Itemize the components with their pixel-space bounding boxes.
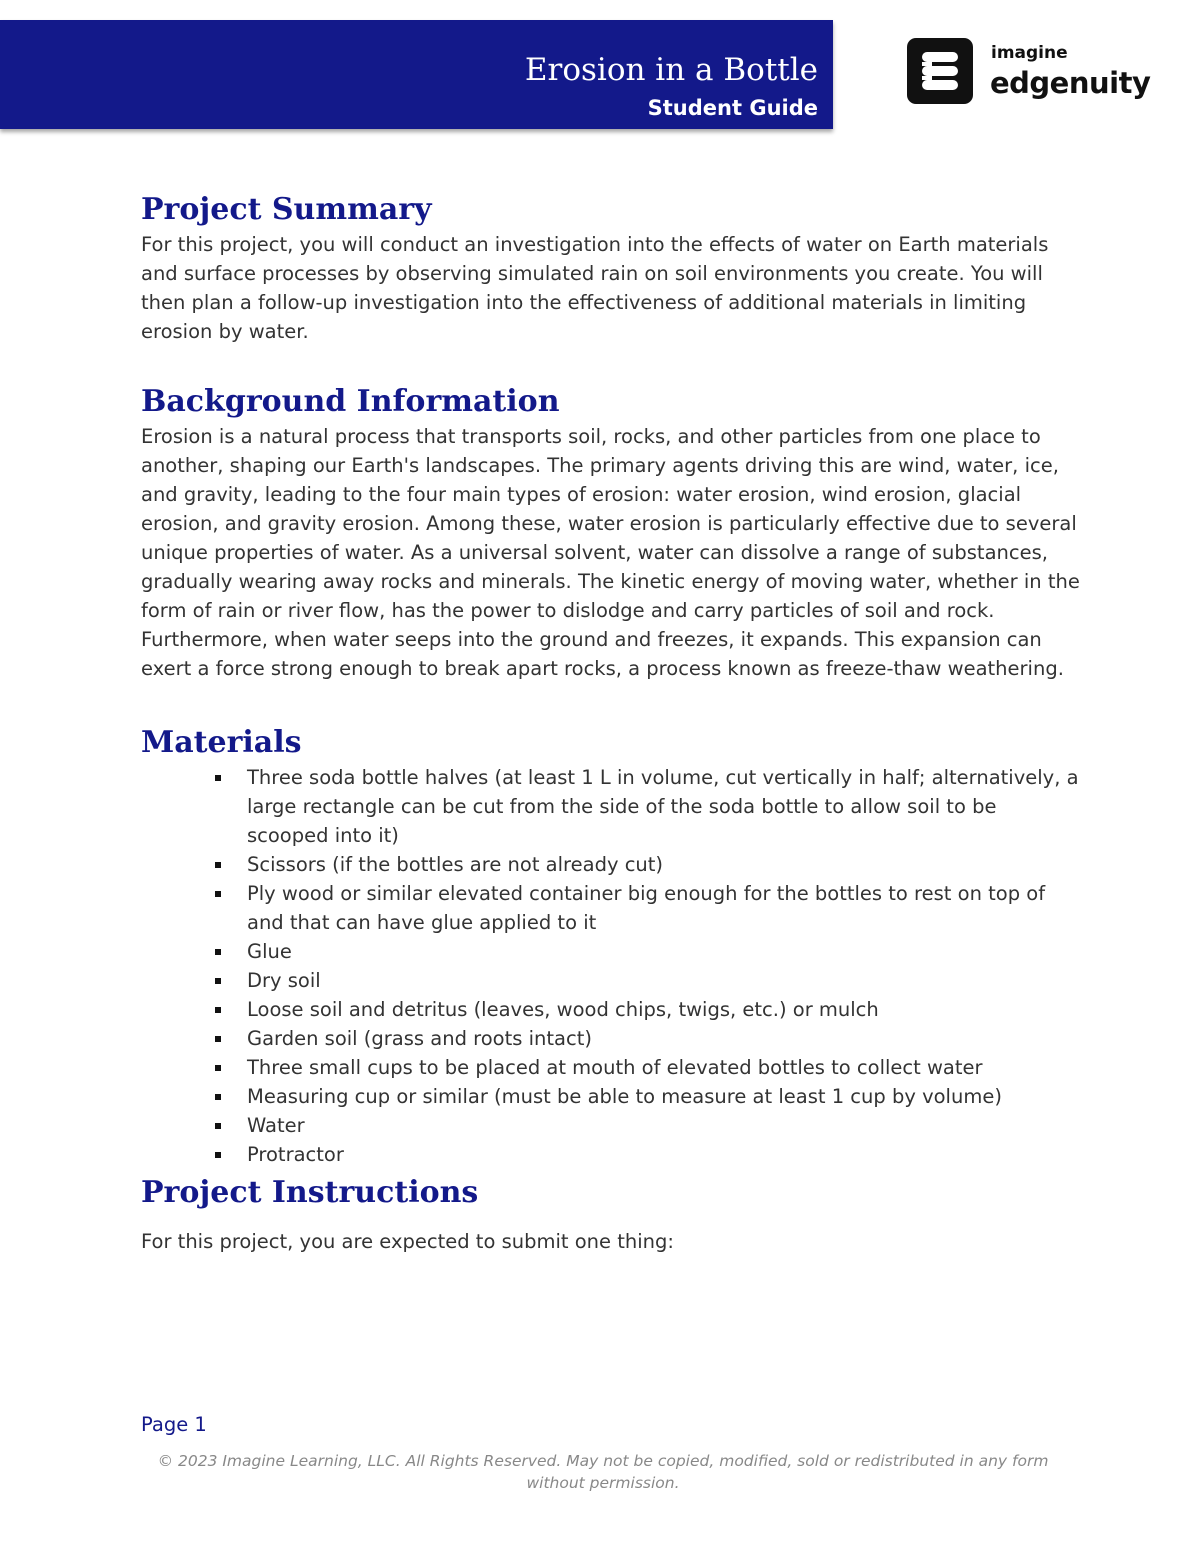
logo-text-edgenuity: edgenuity [990,66,1151,100]
copyright-notice: © 2023 Imagine Learning, LLC. All Rights Reserved. May not be copied, modified, sold or redistributed in any form without permission. [157,1452,1049,1492]
bullet-icon [215,775,221,781]
list-item-text: Measuring cup or similar (must be able to measure at least 1 cup by volume) [247,1085,1002,1108]
list-item [247,1082,1081,1111]
list-item-text: Three soda bottle halves (at least 1 L in volume, cut vertically in half; alternatively, a large rectangle can be cut from the side of the soda bottle to allow soil to be scooped into it) [247,766,1079,847]
list-item [247,937,1081,966]
list-item-text: Water [247,1114,305,1137]
bullet-icon [215,1123,221,1129]
instructions-heading: Project Instructions [141,1175,479,1210]
materials-section [141,723,1081,1169]
list-item [247,879,1081,937]
bullet-icon [215,1065,221,1071]
list-item [247,1140,1081,1169]
instructions-text: For this project, you are expected to submit one thing: [141,1230,674,1253]
document-subtitle: Student Guide [647,96,818,120]
bullet-icon [215,862,221,868]
instructions-section [141,1173,1081,1256]
list-item-text: Scissors (if the bottles are not already cut) [247,853,664,876]
edgenuity-logo-icon [907,38,973,104]
materials-list [141,763,1081,1169]
bullet-icon [215,1007,221,1013]
list-item [247,1053,1081,1082]
list-item [247,850,1081,879]
list-item [247,763,1081,850]
list-item-text: Loose soil and detritus (leaves, wood chips, twigs, etc.) or mulch [247,998,879,1021]
bullet-icon [215,978,221,984]
imagine-edgenuity-logo [907,38,1157,108]
list-item-text: Ply wood or similar elevated container big enough for the bottles to rest on top of and that can have glue applied to it [247,882,1046,934]
background-heading: Background Information [141,384,560,419]
header-banner [0,20,833,129]
list-item [247,995,1081,1024]
bullet-icon [215,891,221,897]
background-text: Erosion is a natural process that transports soil, rocks, and other particles from one place to another, shaping our Earth's landscapes. The primary agents driving this are wind, water, ice, and gravity, leading to the four main types of erosion: water erosion, wind erosion, glacial erosion, and gravity erosion. Among these, water erosion is particularly effective due to several unique properties of water. As a universal solvent, water can dissolve a range of substances, gradually wearing away rocks and minerals. The kinetic energy of moving water, whether in the form of rain or river flow, has the power to dislodge and carry particles of soil and rock. Furthermore, when water seeps into the ground and freezes, it expands. This expansion can exert a force strong enough to break apart rocks, a process known as freeze-thaw weathering. [141,425,1080,680]
bullet-icon [215,1036,221,1042]
list-item [247,1024,1081,1053]
project-summary-heading: Project Summary [141,192,432,227]
list-item-text: Garden soil (grass and roots intact) [247,1027,592,1050]
bullet-icon [215,949,221,955]
project-summary-section [141,190,1081,346]
document-body [141,190,1081,1256]
list-item-text: Protractor [247,1143,344,1166]
project-summary-text: For this project, you will conduct an investigation into the effects of water on Earth materials and surface processes by observing simulated rain on soil environments you create. You will then plan a follow-up investigation into the effectiveness of additional materials in limiting erosion by water. [141,233,1049,343]
logo-text-imagine: imagine [991,43,1068,63]
list-item-text: Dry soil [247,969,321,992]
list-item-text: Three small cups to be placed at mouth of elevated bottles to collect water [247,1056,983,1079]
background-section [141,382,1081,683]
list-item [247,966,1081,995]
page-number: Page 1 [141,1413,207,1436]
bullet-icon [215,1094,221,1100]
materials-heading: Materials [141,725,302,760]
document-title: Erosion in a Bottle [524,52,818,88]
list-item-text: Glue [247,940,292,963]
list-item [247,1111,1081,1140]
bullet-icon [215,1152,221,1158]
